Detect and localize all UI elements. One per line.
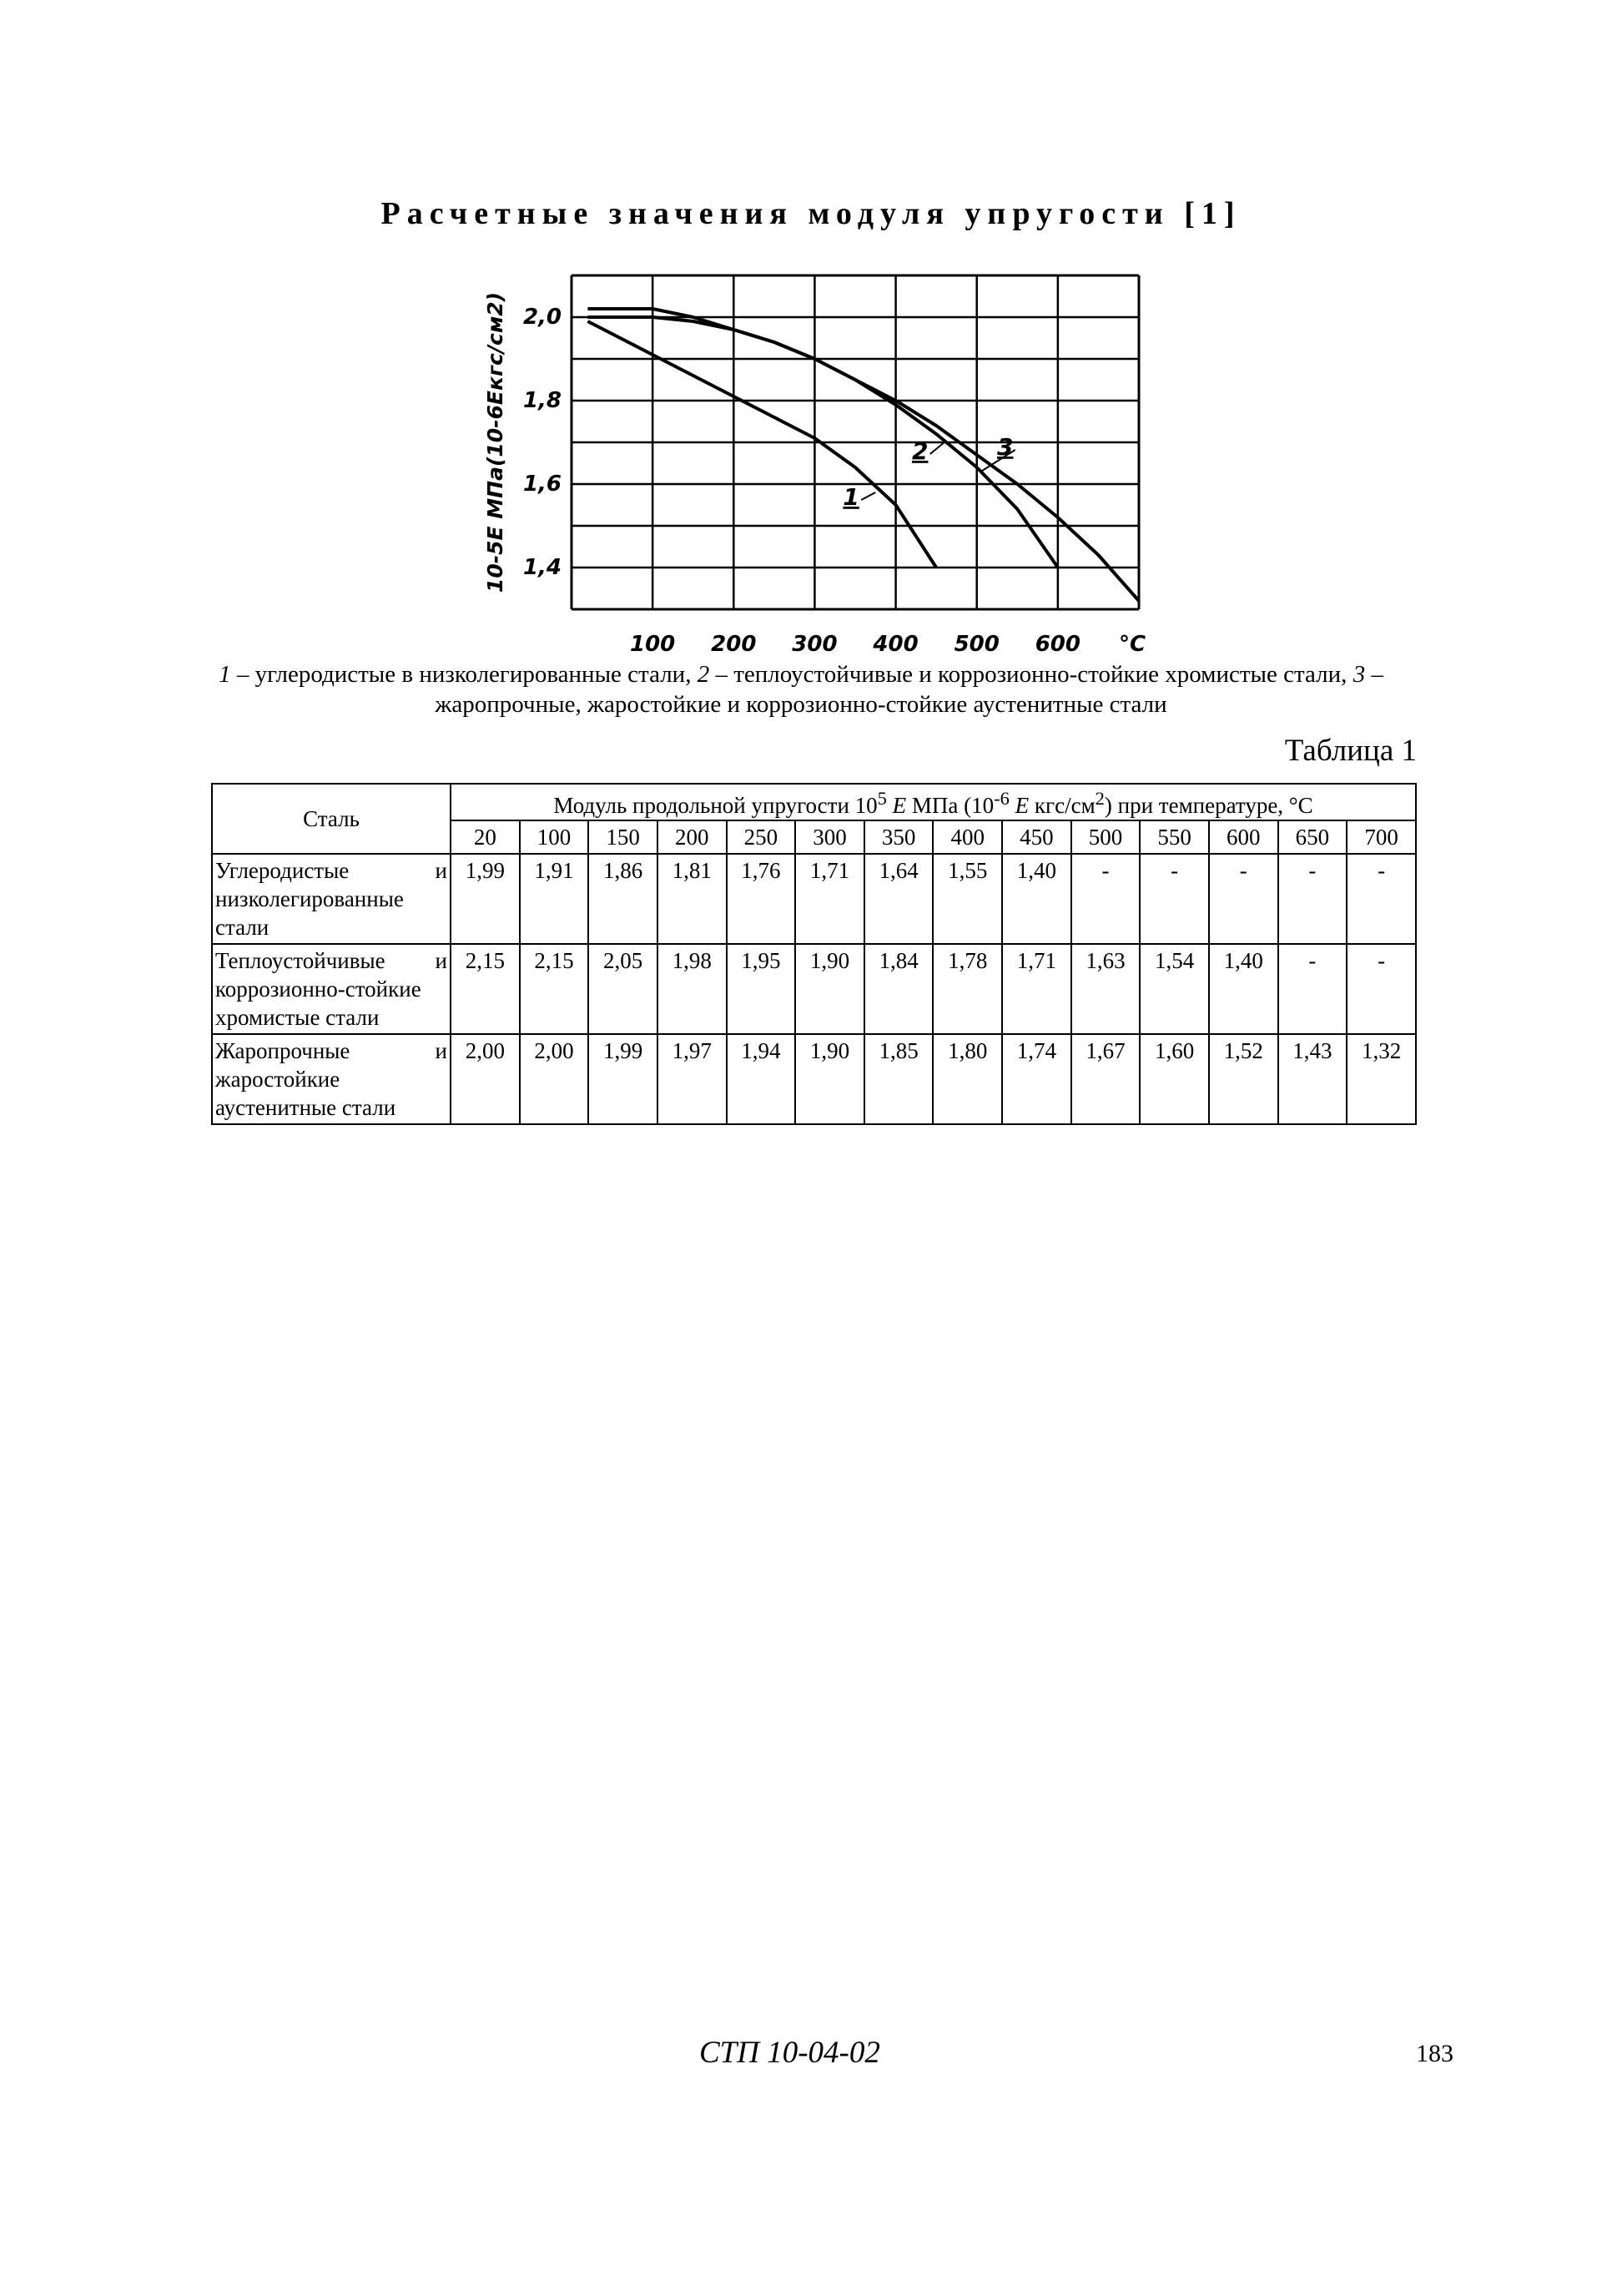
modulus-value-cell: - <box>1347 854 1416 944</box>
modulus-header-mid: МПа (10 <box>906 793 995 818</box>
elastic-modulus-table <box>211 783 1417 1125</box>
modulus-value-cell: 1,86 <box>588 854 657 944</box>
temperature-header: 400 <box>933 820 1002 854</box>
caption-number-2: 2 <box>697 661 710 688</box>
elastic-modulus-chart <box>467 250 1185 657</box>
modulus-header-sup1: 5 <box>877 788 887 809</box>
curve-label-1: 1 <box>843 483 859 511</box>
steel-name-cell: Теплоустойчивые и коррозионно-стойкие хромистые стали <box>212 944 451 1034</box>
document-code: СТП 10-04-02 <box>699 2036 880 2070</box>
modulus-value-cell: 2,00 <box>451 1034 520 1124</box>
y-tick-label: 2,0 <box>522 305 562 330</box>
modulus-value-cell: 1,91 <box>520 854 589 944</box>
temperature-header: 100 <box>520 820 589 854</box>
modulus-value-cell: 1,99 <box>588 1034 657 1124</box>
modulus-value-cell: 2,15 <box>451 944 520 1034</box>
x-tick-label: 100 <box>630 632 676 657</box>
chart-caption <box>192 659 1410 719</box>
curve-label-leader <box>930 442 944 454</box>
temperature-header: 150 <box>588 820 657 854</box>
modulus-value-cell: - <box>1347 944 1416 1034</box>
modulus-value-cell: - <box>1140 854 1209 944</box>
modulus-value-cell: 1,55 <box>933 854 1002 944</box>
series-2-line <box>587 309 1058 568</box>
x-tick-label: 400 <box>873 632 919 657</box>
modulus-value-cell: 1,52 <box>1209 1034 1278 1124</box>
temperature-header: 250 <box>727 820 796 854</box>
modulus-value-cell: 2,00 <box>520 1034 589 1124</box>
curve-label-leader <box>861 492 875 500</box>
table-header-row <box>212 784 1416 820</box>
temperature-header: 500 <box>1071 820 1141 854</box>
steel-name-cell: Жаропрочные и жаростойкие аустенитные стали <box>212 1034 451 1124</box>
modulus-value-cell: 1,64 <box>864 854 934 944</box>
caption-number-1: 1 <box>219 661 231 688</box>
y-tick-label: 1,8 <box>522 388 562 413</box>
steel-name-cell: Углеродистые и низколегированные стали <box>212 854 451 944</box>
modulus-value-cell: 1,54 <box>1140 944 1209 1034</box>
modulus-value-cell: 1,32 <box>1347 1034 1416 1124</box>
y-tick-label: 1,4 <box>522 555 562 580</box>
modulus-value-cell: 1,67 <box>1071 1034 1141 1124</box>
modulus-value-cell: - <box>1278 944 1347 1034</box>
modulus-header-unit: кгс/см <box>1029 793 1096 818</box>
temperature-header: 600 <box>1209 820 1278 854</box>
curve-label-2: 2 <box>911 437 929 465</box>
page-heading: Расчетные значения модуля упругости [1] <box>380 196 1242 231</box>
caption-text-1: – углеродистые в низколегированные стали, <box>230 661 698 688</box>
x-tick-label: 500 <box>954 632 1000 657</box>
temperature-header: 450 <box>1002 820 1071 854</box>
temperature-header: 700 <box>1347 820 1416 854</box>
modulus-value-cell: 1,71 <box>795 854 864 944</box>
modulus-value-cell: 2,15 <box>520 944 589 1034</box>
modulus-header-sup3: 2 <box>1095 788 1105 809</box>
modulus-value-cell: 1,40 <box>1209 944 1278 1034</box>
modulus-value-cell: 1,81 <box>657 854 727 944</box>
curve-label-3: 3 <box>996 433 1014 461</box>
modulus-value-cell: 1,63 <box>1071 944 1141 1034</box>
x-tick-label: 600 <box>1035 632 1080 657</box>
modulus-header-text: Модуль продольной упругости 10 <box>553 793 878 818</box>
modulus-value-cell: 1,94 <box>727 1034 796 1124</box>
modulus-value-cell: - <box>1278 854 1347 944</box>
temperature-header: 350 <box>864 820 934 854</box>
temperature-header: 650 <box>1278 820 1347 854</box>
modulus-value-cell: 1,85 <box>864 1034 934 1124</box>
modulus-value-cell: 1,60 <box>1140 1034 1209 1124</box>
modulus-value-cell: 1,97 <box>657 1034 727 1124</box>
modulus-header-e2: E <box>1009 793 1030 818</box>
modulus-header <box>451 784 1416 820</box>
modulus-header-tail: ) при температуре, °С <box>1104 793 1313 818</box>
page-number: 183 <box>1416 2040 1453 2067</box>
modulus-value-cell: 1,74 <box>1002 1034 1071 1124</box>
modulus-value-cell: 1,76 <box>727 854 796 944</box>
steel-header: Сталь <box>212 784 451 854</box>
modulus-header-e1: E <box>886 793 907 818</box>
y-axis-label: 10-5E МПа(10-6Eкгс/см2) <box>483 291 507 593</box>
modulus-value-cell: - <box>1071 854 1141 944</box>
table-row <box>212 1034 1416 1124</box>
table-label: Таблица 1 <box>1284 734 1417 768</box>
modulus-value-cell: 1,71 <box>1002 944 1071 1034</box>
modulus-value-cell: 1,98 <box>657 944 727 1034</box>
y-tick-label: 1,6 <box>522 472 562 497</box>
modulus-value-cell: 1,84 <box>864 944 934 1034</box>
temperature-header: 300 <box>795 820 864 854</box>
modulus-value-cell: 2,05 <box>588 944 657 1034</box>
modulus-value-cell: 1,43 <box>1278 1034 1347 1124</box>
table-row <box>212 854 1416 944</box>
caption-number-3: 3 <box>1353 661 1366 688</box>
modulus-header-sup2: -6 <box>994 788 1010 809</box>
table-row <box>212 944 1416 1034</box>
caption-text-2: – теплоустойчивые и коррозионно-стойкие хромистые стали, <box>709 661 1353 688</box>
modulus-value-cell: 1,95 <box>727 944 796 1034</box>
x-tick-label: 300 <box>792 632 838 657</box>
temperature-header: 20 <box>451 820 520 854</box>
table-body <box>212 854 1416 1124</box>
temperature-header: 550 <box>1140 820 1209 854</box>
x-tick-label: 200 <box>711 632 757 657</box>
temperature-header: 200 <box>657 820 727 854</box>
modulus-value-cell: 1,78 <box>933 944 1002 1034</box>
modulus-value-cell: 1,80 <box>933 1034 1002 1124</box>
modulus-value-cell: 1,90 <box>795 1034 864 1124</box>
caption-text-3: – жаропрочные, жаростойкие и коррозионно-стойкие аустенитные стали <box>435 661 1383 718</box>
modulus-value-cell: 1,90 <box>795 944 864 1034</box>
modulus-value-cell: - <box>1209 854 1278 944</box>
modulus-value-cell: 1,40 <box>1002 854 1071 944</box>
modulus-value-cell: 1,99 <box>451 854 520 944</box>
x-axis-unit-label: °C <box>1118 632 1146 657</box>
